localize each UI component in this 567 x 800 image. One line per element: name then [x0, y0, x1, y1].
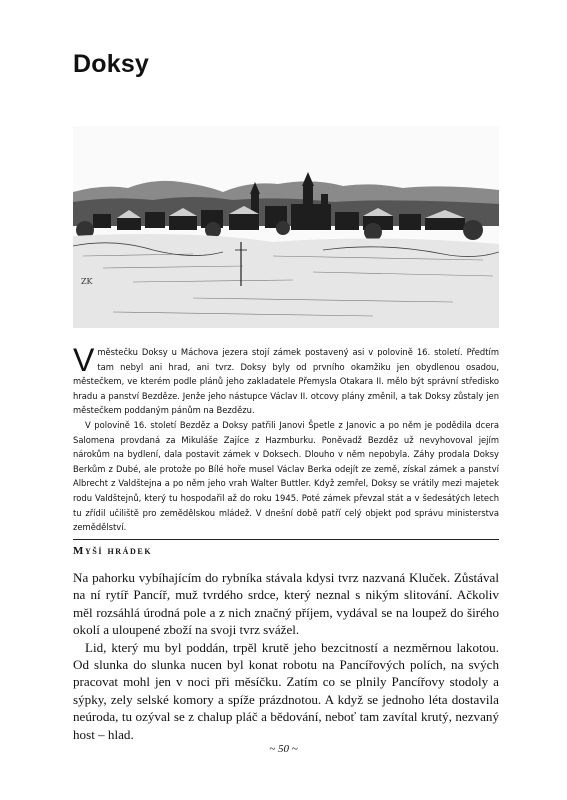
artist-signature: ZK — [81, 277, 93, 286]
section-heading: Myší hrádek — [73, 545, 153, 557]
page-title: Doksy — [73, 50, 150, 78]
page-number: ~ 50 ~ — [269, 743, 298, 755]
story-text — [73, 569, 499, 743]
intro-paragraph-2: V polovině 16. století Bezděz a Doksy patřili Janovi Špetle z Janovic a po něm je podědila dcera Salomena provdaná za Mikuláše Zajíce z Hazmburku. Poněvadž Bezděz už nevyhovoval jejím nárokům na bydlení, dala postavit zámek v Doksech. Dlouho v něm nepobyla. Záhy prodala Doksy Berkům z Dubé, ale protože po Bílé hoře musel Václav Berka odejít ze země, získal zámek a panství Albrecht z Valdštejna a po něm jeho vrah Walter Buttler. Když zemřel, Doksy se vrátily mezi majetek rodu Valdštejnů, který tu hospodařil až do roku 1945. Poté zámek převzal stát a v šedesátých letech tu zřídil učiliště pro zemědělskou mládež. V dnešní době patří celý objekt pod správu ministerstva zemědělství. — [73, 419, 499, 533]
intro-paragraph-1: Vměstečku Doksy u Máchova jezera stojí zámek postavený asi v polovině 16. století. Předtím tam nebyl ani hrad, ani tvrz. Doksy byly od prvního okamžiku jen obydlenou osadou, městečkem, ve kterém podle plánů jeho zakladatele Přemysla Otakara II. mělo být správní středisko hradu a panství Bezděze. Jenže jeho nástupce Václav II. otcovy plány změnil, a tak Doksy zůstaly jen městečkem poddaným pánům na Bezdězu. — [73, 342, 499, 416]
drop-cap: V — [73, 342, 95, 378]
town-illustration — [73, 126, 499, 328]
intro-text — [73, 342, 499, 535]
section-rule — [73, 539, 499, 540]
story-paragraph-1: Na pahorku vybíhajícím do rybníka stávala kdysi tvrz nazvaná Kluček. Zůstával na ní rytíř Pancíř, muž tvrdého srdce, který neznal s nikým slitování. Ačkoliv měl rozsáhlá úrodná pole a z nich značný příjem, vydával se na loupež do širého okolí a uloupené zboží na svoji tvrz svážel. — [73, 570, 499, 638]
story-paragraph-2: Lid, který mu byl poddán, trpěl krutě jeho bezcitností a nezměrnou lakotou. Od slunka do slunka nucen byl konat robotu na Pancířových polích, na svých pracovat mohl jen v noci při měsíčku. Zatím co se plnily Pancířovy stodoly a sýpky, zely selské komory a spíže prázdnotou. A když se jednoho léta dostavila neúroda, tu ozýval se z chalup pláč a bědování, neboť tam zavítal krutý, nezvaný host – hlad. — [73, 639, 499, 742]
